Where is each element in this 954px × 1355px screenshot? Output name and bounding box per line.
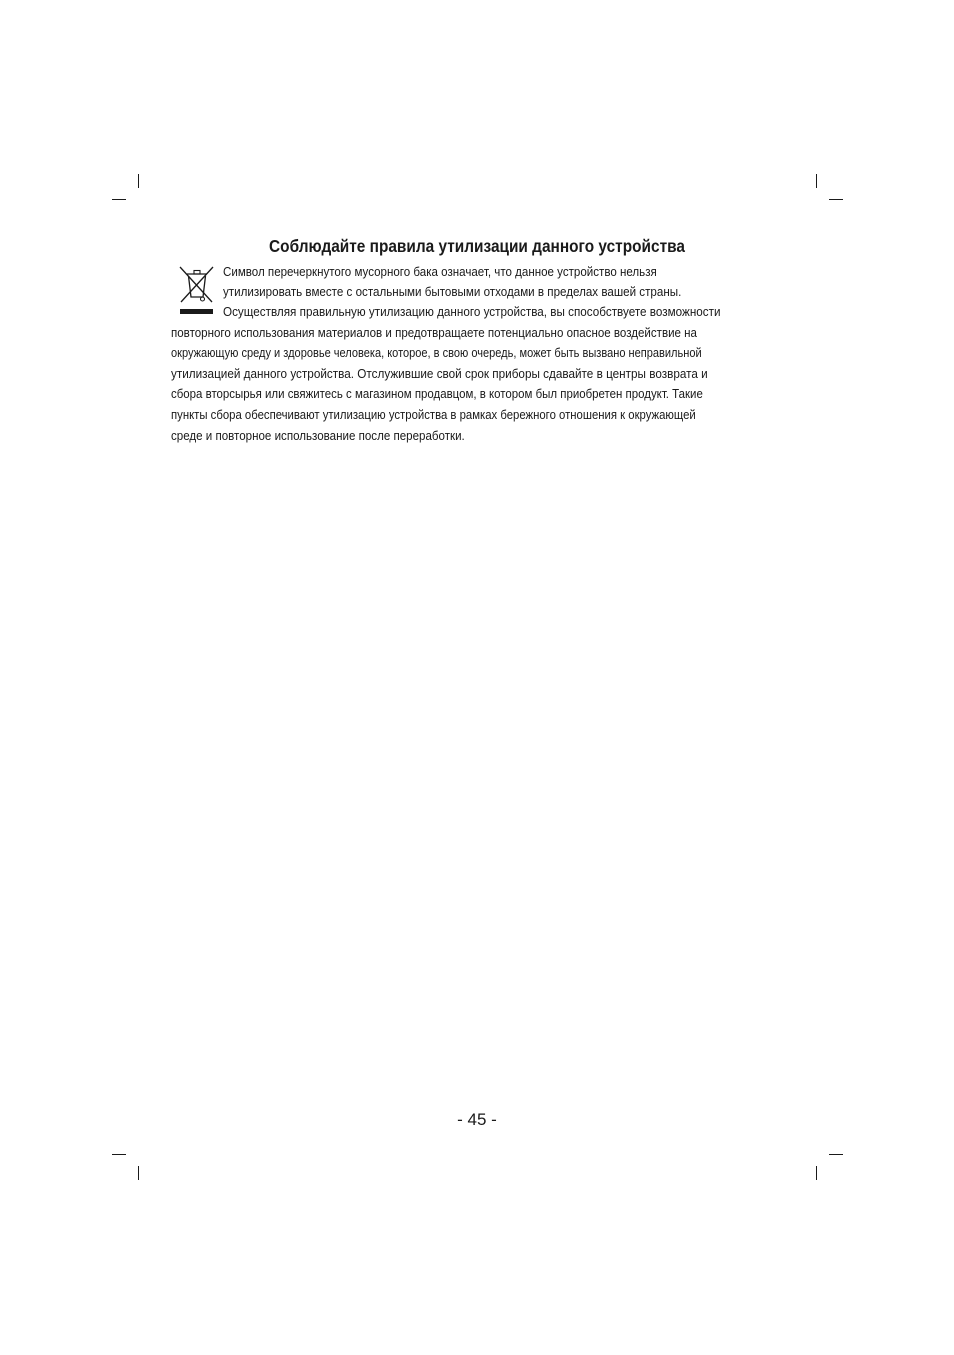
paragraph-line: Символ перечеркнутого мусорного бака означает, что данное устройство нельзя <box>223 264 657 279</box>
paragraph-line: повторного использования материалов и предотвращаете потенциально опасное воздействие на <box>171 325 697 340</box>
paragraph-line: Осуществляя правильную утилизацию данного устройства, вы способствуете возможности <box>223 304 721 319</box>
paragraph-line: утилизацией данного устройства. Отслужившие свой срок приборы сдавайте в центры возврата и <box>171 366 708 381</box>
crop-mark-bottom-right-horizontal <box>829 1154 843 1155</box>
paragraph-line: пункты сбора обеспечивают утилизацию устройства в рамках бережного отношения к окружающей <box>171 407 696 422</box>
crop-mark-bottom-right-vertical <box>816 1166 817 1180</box>
crop-mark-top-right-vertical <box>816 174 817 188</box>
section-heading: Соблюдайте правила утилизации данного устройства <box>269 236 685 256</box>
paragraph-line: сбора вторсырья или свяжитесь с магазином продавцом, в котором был приобретен продукт. Такие <box>171 386 703 401</box>
paragraph-line: среде и повторное использование после переработки. <box>171 428 465 443</box>
page-number: - 45 - <box>457 1110 497 1129</box>
crop-mark-top-left-vertical <box>138 174 139 188</box>
paragraph-line: утилизировать вместе с остальными бытовыми отходами в пределах вашей страны. <box>223 284 682 299</box>
crop-mark-bottom-left-vertical <box>138 1166 139 1180</box>
crossed-out-wheeled-bin-icon <box>178 264 216 316</box>
crop-mark-bottom-left-horizontal <box>112 1154 126 1155</box>
paragraph-line: окружающую среду и здоровье человека, которое, в свою очередь, может быть вызвано неправильной <box>171 345 702 360</box>
crop-mark-top-right-horizontal <box>829 199 843 200</box>
crop-mark-top-left-horizontal <box>112 199 126 200</box>
